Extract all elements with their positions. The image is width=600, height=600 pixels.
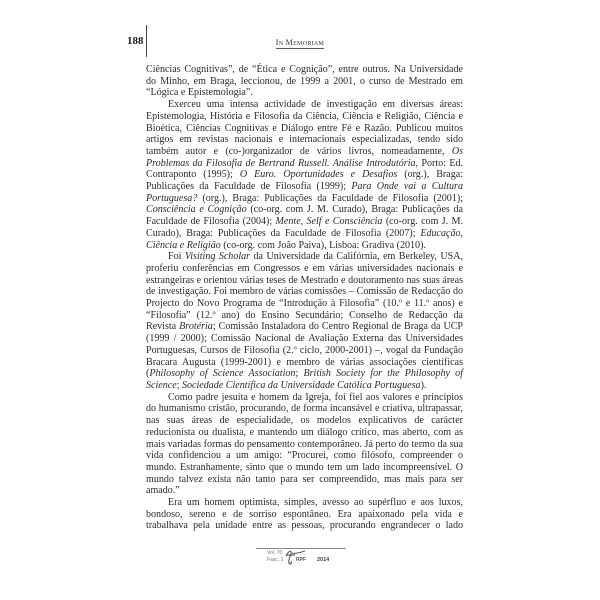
paragraph-text: (co-org. com J. M. Curado), Braga: Publicações da Faculdade de Filosofia (2004); <box>146 204 463 228</box>
italic-title-text: British Society for the Philosophy of Science <box>146 368 464 391</box>
paragraph-text: Como padre jesuíta e homem da Igreja, foi fiel aos valores e princípios do humanismo cristão, procurando, de forma incansável e criativa, ultrapassar, nas suas áreas de especialidade, os modelos explicativos de carácter reducionista ou dualista, e mantendo um diálogo crítico, mas aberto, com as mais variadas formas do pensamento contemporâneo. Já perto do termo da sua vida confidenciou a um amigo: “Procurei, como filósofo, compreender o mundo. Estranhamente, sinto que o mundo tem um lado incompreensível. O mundo talvez exista não tanto para ser compreendido, mas mais para ser amado.” <box>146 391 463 497</box>
running-head <box>0 38 600 47</box>
paragraph-text: ). <box>420 379 427 391</box>
paragraph-text: (org.), Braga: Publicações da Faculdade de Filosofia (2001); <box>197 192 463 204</box>
italic-title-text: Os Problemas da Filosofia de Bertrand Russell. Análise Introdutória, <box>146 145 463 169</box>
paragraph-text: (co-org. com J. M. Curado), Braga: Publicações da Faculdade de Filosofia (2007); <box>146 216 464 239</box>
paragraph-text: Exerceu uma intensa actividade de investigação em diversas áreas: Epistemologia, História e Filosofia da Ciência, Ciência e Religião, Ciência e Bioética, Ciências Cognitivas e Diálogo entre Fé e Razão. Publicou muitos artigos em revistas nacionais e internacionais especializadas, tendo sido também autor e (co-)organizador de vários livros, nomeadamente, <box>146 99 463 157</box>
paragraph-text: ; <box>295 368 304 380</box>
paragraph-text: Foi <box>168 251 185 263</box>
paragraph-text: Era um homem optimista, simples, avesso ao supérfluo e aos luxos, bondoso, sereno e de sorriso espontâneo. Era apaixonado pela vida e trabalhava pela unidade entre as pessoas, procurando engrandecer o lado <box>146 497 463 532</box>
body-text <box>146 64 463 532</box>
paragraph <box>146 64 463 99</box>
footer <box>255 550 355 570</box>
italic-title-text: Brotéria <box>179 321 213 333</box>
running-head-text: In Memoriam <box>275 38 325 47</box>
paragraph-text: ; Comissão Instaladora do Centro Regional de Braga da UCP (1999 / 2000); Comissão Nacional de Avaliação Externa das Universidades Portuguesas, Cursos de Filosofia (2.º ciclo, 2000-2001) –, vogal da Fundação Bracara Augusta (1999-2001) e membro de várias associações científicas ( <box>146 321 463 380</box>
paragraph <box>146 392 463 497</box>
paragraph-text: (org.), Braga: Publicações da Faculdade de Filosofia (1999); <box>146 169 463 193</box>
paragraph <box>146 251 463 391</box>
italic-title-text: Visiting Scholar <box>184 251 251 263</box>
page-number: 188 <box>127 35 144 47</box>
paragraph-text: (co-org. com João Paiva), Lisboa: Gradiva (2010). <box>220 239 426 251</box>
italic-title-text: O Euro. Oportunidades e Desafios <box>239 169 398 181</box>
paragraph <box>146 99 463 251</box>
italic-title-text: Mente, Self e Consciência <box>275 216 383 228</box>
italic-title-text: Educação, Ciência e Religião <box>146 227 463 251</box>
footer-volume: Vol. 70 <box>267 550 283 556</box>
italic-title-text: Sociedade Científica da Universidade Católica Portuguesa <box>182 379 421 391</box>
footer-journal: RPF <box>296 557 306 563</box>
italic-title-text: Philosophy of Science Association <box>149 368 296 380</box>
paragraph-text: ; <box>176 379 182 391</box>
paragraph-text: da Universidade da Califórnia, em Berkeley, USA, proferiu conferências em Congressos e em várias universidades nacionais e estrangeiras e orientou várias teses de Mestrado e doutoramento nas suas áreas de investigação. Foi membro de várias comissões – Comissão de Redacção do Projecto do Novo Programa de “Introdução à Filosofia” (10.º e 11.º anos) e “Filosofia” (12.º ano) do Ensino Secundário; Conselho de Redacção da Revista <box>146 251 463 333</box>
footer-fascicle: Fasc. 1 <box>267 557 284 563</box>
paragraph <box>146 497 463 532</box>
italic-title-text: Para Onde vai a Cultura Portuguesa? <box>146 181 463 204</box>
footer-year: 2014 <box>317 557 330 563</box>
paragraph-text: Ciências Cognitivas”, de “Ética e Cognição”, entre outros. Na Universidade do Minho, em Braga, leccionou, de 1999 a 2001, o curso de Mestrado em “Lógica e Epistemologia”. <box>146 64 463 99</box>
paragraph-text: Porto: Ed. Contraponto (1995); <box>146 157 463 181</box>
italic-title-text: Consciência e Cognição <box>146 204 247 216</box>
